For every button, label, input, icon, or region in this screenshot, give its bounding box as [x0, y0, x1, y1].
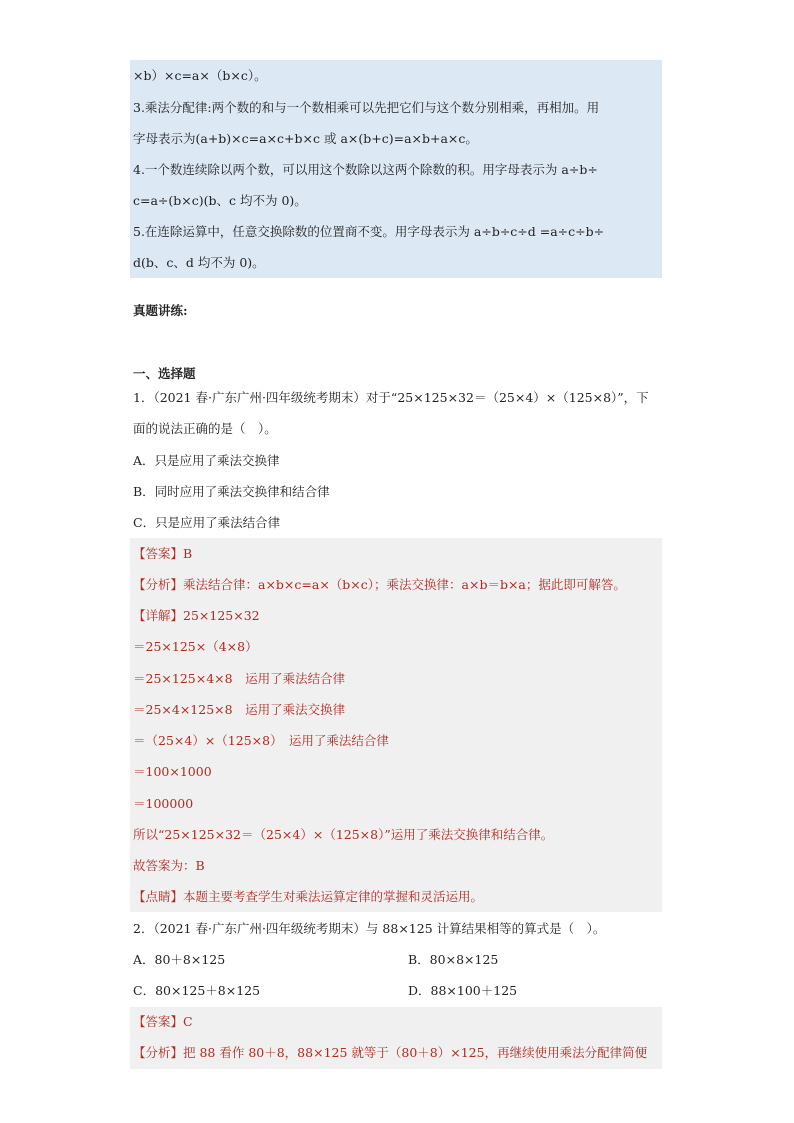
- q1-detail-line-4: ＝25×4×125×8 运用了乘法交换律: [133, 702, 346, 717]
- knowledge-line-7: d(b、c、d 均不为 0)。: [133, 255, 265, 270]
- q1-detail-line-1: 【详解】25×125×32: [133, 608, 260, 623]
- q1-answer: 【答案】B: [133, 546, 193, 561]
- knowledge-line-5: c=a÷(b×c)(b、c 均不为 0)。: [133, 193, 307, 208]
- q1-solution-box: [130, 538, 662, 912]
- q2-option-a: A．80＋8×125: [133, 952, 226, 967]
- knowledge-line-1: ×b）×c=a×（b×c）。: [133, 68, 267, 83]
- q1-analysis: 【分析】乘法结合律：a×b×c=a×（b×c）；乘法交换律：a×b＝b×a；据此即可解答。: [133, 577, 626, 592]
- q2-answer: 【答案】C: [133, 1014, 193, 1029]
- q2-analysis: 【分析】把 88 看作 80＋8，88×125 就等于（80＋8）×125，再继续使用乘法分配律简便: [133, 1045, 648, 1060]
- q1-detail-line-9: 故答案为：B: [133, 858, 205, 873]
- q1-detail-line-5: ＝（25×4）×（125×8） 运用了乘法结合律: [133, 733, 389, 748]
- q1-detail-line-3: ＝25×125×4×8 运用了乘法结合律: [133, 671, 346, 686]
- knowledge-line-3: 字母表示为(a+b)×c=a×c+b×c 或 a×(b+c)=a×b+a×c。: [133, 131, 478, 146]
- knowledge-line-4: 4.一个数连续除以两个数，可以用这个数除以这两个除数的积。用字母表示为 a÷b÷: [133, 162, 598, 177]
- q2-option-d: D．88×100＋125: [408, 983, 518, 998]
- q2-option-c: C．80×125＋8×125: [133, 983, 261, 998]
- knowledge-line-6: 5.在连除运算中，任意交换除数的位置商不变。用字母表示为 a÷b÷c÷d =a÷c÷b÷: [133, 224, 605, 239]
- q1-option-b: B．同时应用了乘法交换律和结合律: [133, 484, 330, 499]
- q2-option-b: B．80×8×125: [408, 952, 499, 967]
- q1-detail-line-8: 所以“25×125×32＝（25×4）×（125×8）”运用了乘法交换律和结合律。: [133, 827, 554, 842]
- knowledge-line-2: 3.乘法分配律:两个数的和与一个数相乘可以先把它们与这个数分别相乘，再相加。用: [133, 100, 600, 115]
- q1-comment: 【点睛】本题主要考查学生对乘法运算定律的掌握和灵活运用。: [133, 889, 484, 904]
- q1-detail-line-7: ＝100000: [133, 796, 194, 811]
- section-title: 真题讲练:: [133, 303, 188, 318]
- q2-stem: 2．（2021 春·广东广州·四年级统考期末）与 88×125 计算结果相等的算式是（ ）。: [133, 921, 606, 936]
- part-title: 一、选择题: [133, 366, 196, 381]
- q1-stem-line-2: 面的说法正确的是（ ）。: [133, 421, 277, 436]
- q1-stem-line-1: 1．（2021 春·广东广州·四年级统考期末）对于“25×125×32＝（25×4）×（125×8）”，下: [133, 390, 649, 405]
- q1-option-c: C．只是应用了乘法结合律: [133, 515, 281, 530]
- q1-option-a: A．只是应用了乘法交换律: [133, 453, 280, 468]
- q1-detail-line-6: ＝100×1000: [133, 764, 212, 779]
- q1-detail-line-2: ＝25×125×（4×8）: [133, 639, 258, 654]
